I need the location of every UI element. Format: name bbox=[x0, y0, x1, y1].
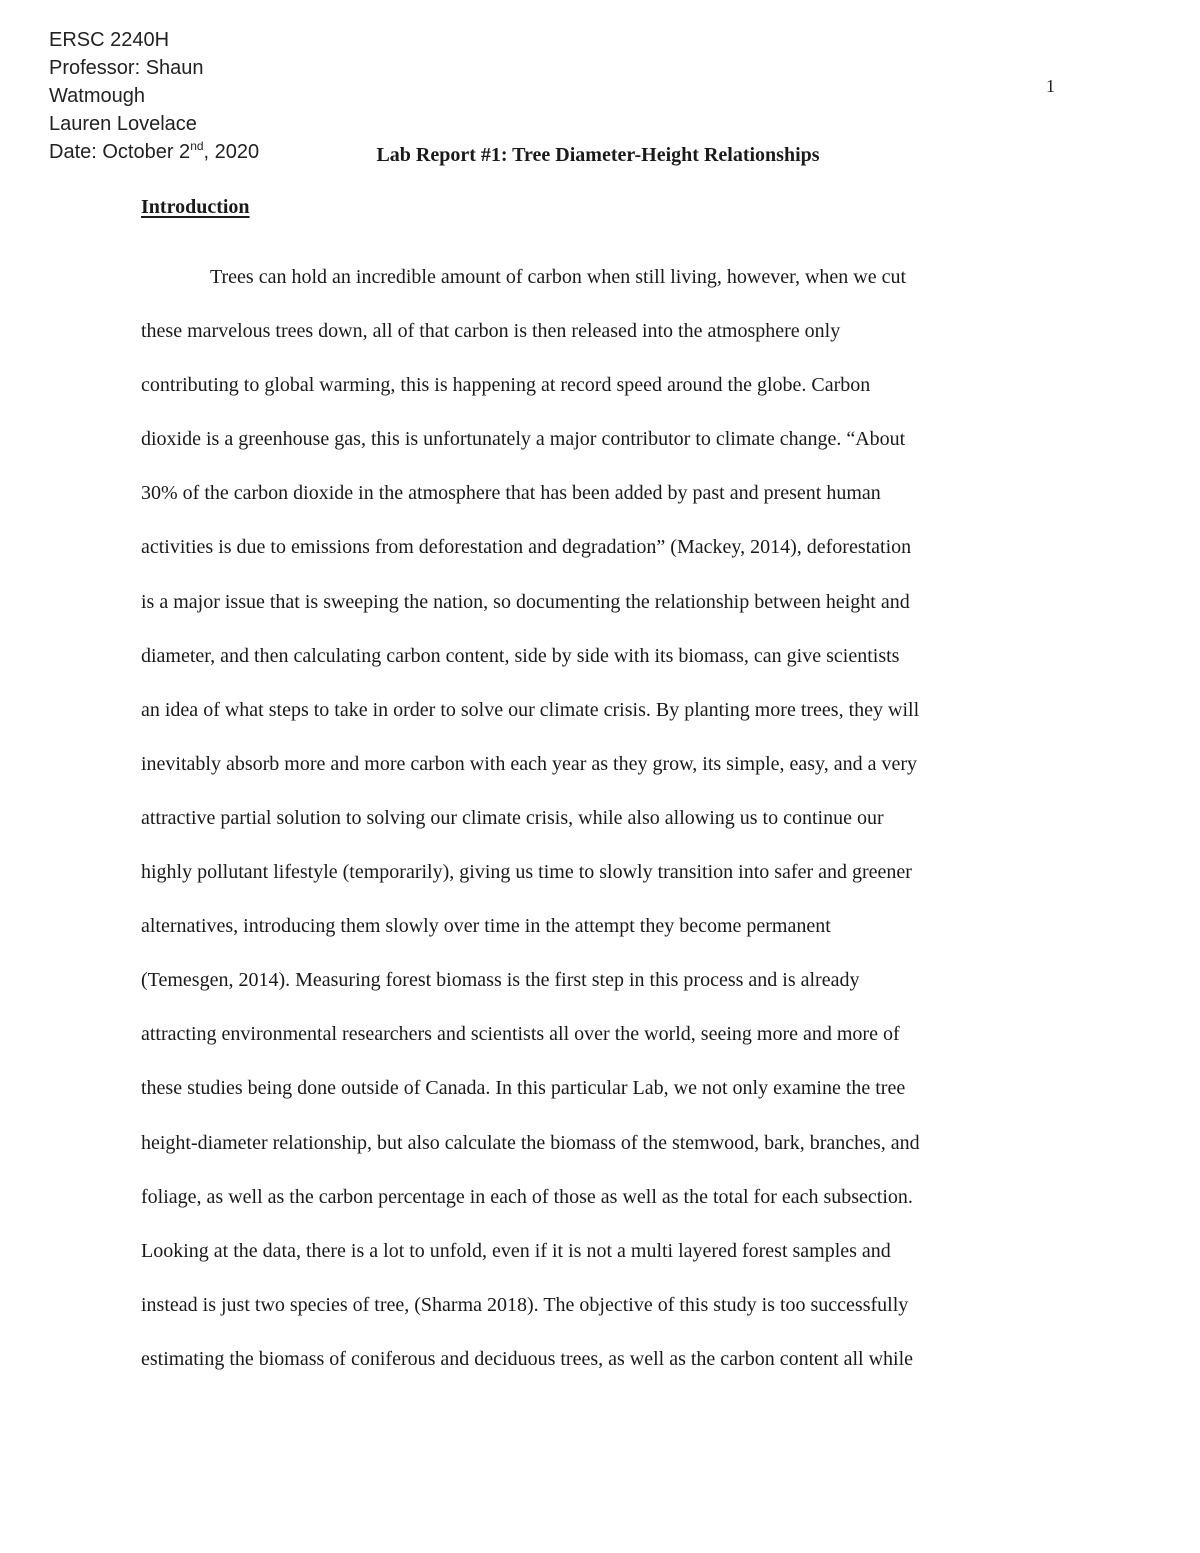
paragraph-line: is a major issue that is sweeping the nation, so documenting the relationship between height and bbox=[141, 590, 910, 613]
paragraph-line: height-diameter relationship, but also calculate the biomass of the stemwood, bark, branches, and bbox=[141, 1131, 920, 1154]
paragraph-line: attractive partial solution to solving our climate crisis, while also allowing us to continue our bbox=[141, 806, 884, 829]
paragraph-line: 30% of the carbon dioxide in the atmosphere that has been added by past and present human bbox=[141, 482, 881, 505]
paragraph-line: an idea of what steps to take in order to solve our climate crisis. By planting more trees, they will bbox=[141, 698, 920, 721]
paragraph-line: contributing to global warming, this is happening at record speed around the globe. Carbon bbox=[141, 374, 871, 397]
paragraph-line: inevitably absorb more and more carbon with each year as they grow, its simple, easy, and a very bbox=[141, 752, 918, 775]
paragraph-line: estimating the biomass of coniferous and deciduous trees, as well as the carbon content all while bbox=[141, 1347, 914, 1370]
date-ordinal-suffix: nd bbox=[190, 139, 204, 153]
paragraph-line: dioxide is a greenhouse gas, this is unfortunately a major contributor to climate change. “About bbox=[141, 428, 906, 451]
paragraph-line: Trees can hold an incredible amount of carbon when still living, however, when we cut bbox=[210, 266, 907, 288]
paragraph-line: activities is due to emissions from deforestation and degradation” (Mackey, 2014), deforestation bbox=[141, 536, 912, 559]
date-suffix: , 2020 bbox=[203, 141, 260, 163]
professor-line-1: Professor: Shaun bbox=[49, 57, 204, 79]
course-code: ERSC 2240H bbox=[49, 29, 170, 51]
paragraph-line: these studies being done outside of Canada. In this particular Lab, we not only examine the tree bbox=[141, 1077, 906, 1100]
paragraph-line: attracting environmental researchers and scientists all over the world, seeing more and more of bbox=[141, 1023, 900, 1046]
student-name: Lauren Lovelace bbox=[49, 113, 197, 135]
section-heading-introduction: Introduction bbox=[141, 196, 250, 218]
document-title: Lab Report #1: Tree Diameter-Height Relationships bbox=[376, 144, 820, 166]
paragraph-line: instead is just two species of tree, (Sharma 2018). The objective of this study is too successfully bbox=[141, 1293, 909, 1316]
paragraph-line: (Temesgen, 2014). Measuring forest biomass is the first step in this process and is already bbox=[141, 969, 860, 992]
paragraph-line: highly pollutant lifestyle (temporarily), giving us time to slowly transition into safer and greener bbox=[141, 861, 912, 884]
date-prefix: Date: October 2 bbox=[49, 141, 191, 163]
professor-line-2: Watmough bbox=[49, 85, 145, 107]
paragraph-line: diameter, and then calculating carbon content, side by side with its biomass, can give scientists bbox=[141, 644, 900, 667]
paragraph-line: these marvelous trees down, all of that carbon is then released into the atmosphere only bbox=[141, 320, 841, 343]
paragraph-line: Looking at the data, there is a lot to unfold, even if it is not a multi layered forest samples and bbox=[141, 1239, 891, 1262]
page-number: 1 bbox=[1046, 76, 1055, 96]
introduction-paragraph bbox=[141, 250, 1071, 1386]
paragraph-line: foliage, as well as the carbon percentage in each of those as well as the total for each subsection. bbox=[141, 1185, 913, 1208]
paragraph-line: alternatives, introducing them slowly over time in the attempt they become permanent bbox=[141, 915, 831, 938]
